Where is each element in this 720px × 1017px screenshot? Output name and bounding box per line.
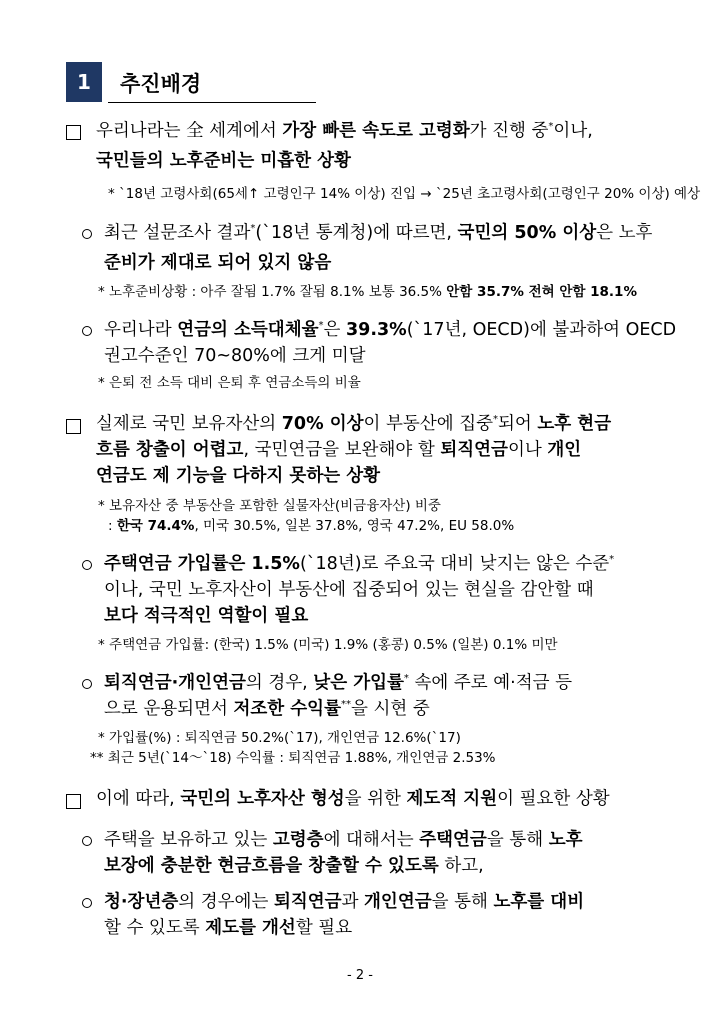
text: 이 필요한 상황 [497, 789, 610, 809]
circle-bullet-icon [82, 326, 92, 336]
circle-bullet-icon [82, 836, 92, 846]
text: 에 대해서는 [323, 830, 420, 850]
text-bold: 가장 빠른 속도로 고령화 [282, 121, 470, 141]
text-bold: 한국 74.4% [116, 518, 195, 534]
paragraph-line [104, 694, 430, 724]
text-bold: 개인 [547, 440, 582, 460]
footnote-mark: * [493, 414, 499, 426]
text: 우리나라 [104, 320, 178, 340]
paragraph-line: 보다 적극적인 역할이 필요 [104, 606, 309, 626]
text: 을 통해 [486, 830, 549, 850]
paragraph-line [96, 784, 610, 814]
text: 할 필요 [295, 918, 353, 938]
text: (`18년 통계청)에 따르면, [255, 223, 458, 243]
text-bold: 70% 이상 [281, 414, 364, 434]
text-bold: 청·장년층 [104, 892, 179, 912]
text: : [108, 518, 117, 534]
text: 은 [323, 320, 346, 340]
text: 이에 따라, [96, 789, 181, 809]
text: 이 부동산에 집중 [363, 414, 494, 434]
text: 을 위한 [344, 789, 407, 809]
footnote [108, 516, 514, 536]
text-bold: 흐름 창출이 어렵고 [96, 440, 244, 460]
footnote: * 주택연금 가입률: (한국) 1.5% (미국) 1.9% (홍콩) 0.5% (일본) 0.1% 미만 [98, 637, 558, 653]
text-bold: 노후 현금 [537, 414, 612, 434]
footnote-mark: * [548, 121, 554, 133]
square-bullet-icon [66, 419, 81, 434]
text-bold: 퇴직연금 [440, 440, 508, 460]
text-bold: 보장에 충분한 현금흐름을 창출할 수 있도록 [104, 856, 439, 876]
circle-bullet-icon [82, 679, 92, 689]
text-bold: 39.3% [346, 320, 407, 340]
text: 이나 [507, 440, 548, 460]
text: 을 통해 [431, 892, 494, 912]
text: 의 경우, [245, 673, 314, 693]
text-bold: 제도적 지원 [406, 789, 498, 809]
text: 의 경우에는 [178, 892, 274, 912]
text-bold: 개인연금 [364, 892, 432, 912]
text: 할 수 있도록 [104, 918, 206, 938]
text-bold: 주택연금 [419, 830, 487, 850]
text-bold: 국민의 50% 이상 [457, 223, 597, 243]
footnote-mark: * [609, 554, 615, 566]
circle-bullet-icon [82, 898, 92, 908]
square-bullet-icon [66, 794, 81, 809]
footnote: * 보유자산 중 부동산을 포함한 실물자산(비금융자산) 비중 [98, 498, 441, 514]
text: 최근 설문조사 결과 [104, 223, 251, 243]
text-bold: 안함 35.7% 전혀 안함 18.1% [446, 284, 637, 300]
text: 실제로 국민 보유자산의 [96, 414, 282, 434]
paragraph-line: 이나, 국민 노후자산이 부동산에 집중되어 있는 현실을 감안할 때 [104, 580, 594, 600]
text: 주택을 보유하고 있는 [104, 830, 273, 850]
text: 을 시현 중 [351, 699, 430, 719]
footnote: * 가입률(%) : 퇴직연금 50.2%(`17), 개인연금 12.6%(`17) [98, 730, 461, 746]
text: 으로 운용되면서 [104, 699, 234, 719]
text: 하고, [438, 856, 484, 876]
text-bold: 연금의 소득대체율 [177, 320, 319, 340]
text: 우리나라는 全 세계에서 [96, 121, 283, 141]
paragraph-line [104, 851, 484, 881]
square-bullet-icon [66, 125, 81, 140]
footnote: ** 최근 5년(`14～`18) 수익률 : 퇴직연금 1.88%, 개인연금 2.53% [90, 750, 496, 766]
text: , 국민연금을 보완해야 할 [243, 440, 441, 460]
footnote-mark: ** [341, 699, 351, 711]
text: 가 진행 중 [469, 121, 549, 141]
text: 이나, [553, 121, 593, 141]
text-bold: 고령층 [272, 830, 324, 850]
text: (`17년, OECD)에 불과하여 OECD [406, 320, 677, 340]
footnote-mark: * [318, 320, 324, 332]
paragraph-line: 준비가 제대로 되어 있지 않음 [104, 253, 332, 273]
paragraph-line: 연금도 제 기능을 다하지 못하는 상황 [96, 466, 381, 486]
text: 속에 주로 예·적금 등 [408, 673, 572, 693]
section-header [66, 62, 316, 104]
text-bold: 낮은 가입률 [313, 673, 404, 693]
text-bold: 국민의 노후자산 형성 [180, 789, 345, 809]
section-number: 1 [66, 62, 102, 102]
page-number: - 2 - [347, 968, 373, 983]
footnote-mark: * [250, 223, 256, 235]
paragraph-line: 권고수준인 70~80%에 크게 미달 [104, 346, 366, 366]
text-bold: 퇴직연금·개인연금 [104, 673, 246, 693]
text-bold: 노후 [548, 830, 583, 850]
section-underline [108, 102, 316, 103]
circle-bullet-icon [82, 229, 92, 239]
text-bold: 제도를 개선 [205, 918, 296, 938]
text: , 미국 30.5%, 일본 37.8%, 영국 47.2%, EU 58.0% [194, 518, 515, 534]
text-bold: 저조한 수익률 [233, 699, 341, 719]
paragraph-line: 국민들의 노후준비는 미흡한 상황 [96, 151, 351, 171]
text: (`18년)로 주요국 대비 낮지는 않은 수준 [299, 554, 610, 574]
text-bold: 퇴직연금 [273, 892, 342, 912]
section-title: 추진배경 [120, 72, 202, 96]
footnote [98, 282, 637, 302]
text-bold: 주택연금 가입률은 1.5% [104, 554, 300, 574]
paragraph-line [96, 116, 593, 146]
text: 되어 [498, 414, 538, 434]
footnote: * `18년 고령사회(65세↑ 고령인구 14% 이상) 진입 → `25년 초고령사회(고령인구 20% 이상) 예상 [108, 186, 701, 202]
footnote-mark: * [403, 673, 409, 685]
text-bold: 노후를 대비 [493, 892, 585, 912]
text: * 노후준비상황 : 아주 잘됨 1.7% 잘됨 8.1% 보통 36.5% [98, 284, 447, 300]
text: 은 노후 [596, 223, 653, 243]
text: 과 [341, 892, 365, 912]
paragraph-line [104, 218, 652, 248]
circle-bullet-icon [82, 560, 92, 570]
footnote: * 은퇴 전 소득 대비 은퇴 후 연금소득의 비율 [98, 375, 361, 391]
paragraph-line [104, 913, 352, 943]
